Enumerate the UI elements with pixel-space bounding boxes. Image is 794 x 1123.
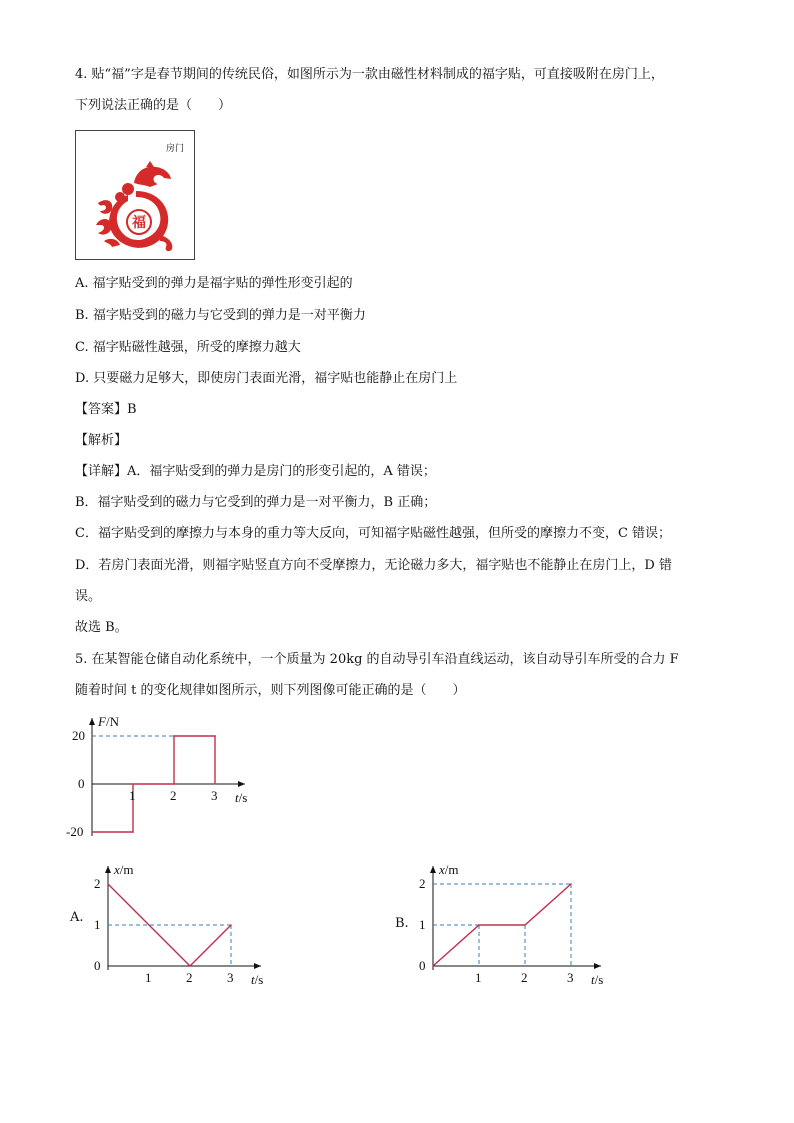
fu-sticker-figure [75, 130, 195, 260]
x-tick-label: 1 [129, 788, 136, 803]
data-point [173, 735, 175, 737]
q4-option-d: D. 只要磁力足够大，即使房门表面光滑，福字贴也能静止在房门上 [75, 371, 458, 386]
option-a-label: A. [70, 910, 84, 925]
detail-c: C．福字贴受到的摩擦力与本身的重力等大反向，可知福字贴磁性越强，但所受的摩擦力不变，C 错误； [75, 526, 672, 541]
y-axis-arrow [89, 718, 95, 725]
answer-tag: 【答案】 [75, 402, 128, 417]
y-axis-label: x/m [114, 862, 134, 877]
data-point [214, 783, 216, 785]
chart-layer [66, 714, 247, 839]
x-tick-label: 1 [145, 970, 152, 985]
y-tick-label: 0 [419, 958, 426, 973]
y-axis-label: x/m [439, 862, 459, 877]
x-tick-label: 3 [211, 788, 218, 803]
data-point [524, 924, 526, 926]
y-tick-label: 1 [419, 917, 426, 932]
y-axis-arrow [105, 866, 111, 873]
detail-d-line2: 误。 [75, 589, 102, 604]
x-tick-label: 3 [227, 970, 234, 985]
data-point [91, 831, 93, 833]
data-point [230, 924, 232, 926]
detail-tag: 【详解】 [75, 464, 128, 479]
option-b-chart [405, 850, 615, 990]
x-axis-label: t/s [251, 972, 264, 987]
data-point [132, 831, 134, 833]
q4-option-c: C. 福字贴磁性越强，所受的摩擦力越大 [75, 340, 301, 355]
y-tick-label: -20 [66, 824, 84, 839]
data-point [132, 783, 134, 785]
data-point [214, 735, 216, 737]
y-tick-label: 1 [94, 917, 101, 932]
y-axis-label: F/N [98, 714, 119, 729]
x-tick-label: 2 [170, 788, 177, 803]
data-curve [433, 884, 571, 966]
fu-sticker-image [76, 131, 194, 259]
x-tick-label: 2 [186, 970, 193, 985]
detail-d-line1: D．若房门表面光滑，则福字贴竖直方向不受摩擦力，无论磁力多大，福字贴也不能静止在房门上，D 错 [75, 558, 672, 573]
q5-stem-line2: 随着时间 t 的变化规律如图所示，则下列图像可能正确的是（ ） [75, 683, 466, 698]
option-b-label: B. [395, 916, 409, 931]
q5-stem-line1: 5. 在某智能仓储自动化系统中，一个质量为 20kg 的自动导引车沿直线运动，该自动导引车所受的合力 F [75, 652, 679, 667]
door-label: 房门 [165, 144, 184, 154]
data-point [570, 883, 572, 885]
data-point [173, 783, 175, 785]
y-axis-arrow [430, 866, 436, 873]
analysis-tag: 【解析】 [75, 433, 128, 448]
fu-character: 福 [132, 216, 146, 231]
data-point [432, 965, 434, 967]
x-tick-label: 1 [475, 970, 482, 985]
detail-b: B．福字贴受到的磁力与它受到的弹力是一对平衡力，B 正确； [75, 495, 437, 510]
x-axis-label: t/s [591, 972, 604, 987]
data-point [478, 924, 480, 926]
y-tick-label: 0 [78, 776, 85, 791]
force-time-chart [60, 698, 260, 848]
answer-line [75, 401, 137, 419]
data-point [189, 965, 191, 967]
q4-stem-line1: 4. 贴“福”字是春节期间的传统民俗，如图所示为一款由磁性材料制成的福字贴，可直接吸附在房门上， [75, 67, 664, 82]
q4-option-b: B. 福字贴受到的磁力与它受到的弹力是一对平衡力 [75, 308, 366, 323]
x-axis-arrow [238, 781, 245, 787]
x-axis-arrow [594, 963, 601, 969]
q4-option-a: A. 福字贴受到的弹力是福字贴的弹性形变引起的 [75, 276, 353, 291]
y-tick-label: 2 [94, 876, 101, 891]
x-axis-arrow [254, 963, 261, 969]
y-tick-label: 20 [72, 728, 85, 743]
conclusion: 故选 B。 [75, 620, 128, 635]
data-point [107, 883, 109, 885]
detail-a-line [75, 463, 436, 481]
x-axis-label: t/s [235, 790, 248, 805]
option-a-chart [80, 850, 290, 990]
x-tick-label: 3 [567, 970, 574, 985]
answer-value: B [127, 402, 137, 417]
data-curve [108, 884, 231, 966]
detail-a: A．福字贴受到的弹力是房门的形变引起的，A 错误； [127, 464, 436, 479]
y-tick-label: 0 [94, 958, 101, 973]
q4-stem-line2: 下列说法正确的是（ ） [75, 98, 232, 113]
x-tick-label: 2 [521, 970, 528, 985]
y-tick-label: 2 [419, 876, 426, 891]
